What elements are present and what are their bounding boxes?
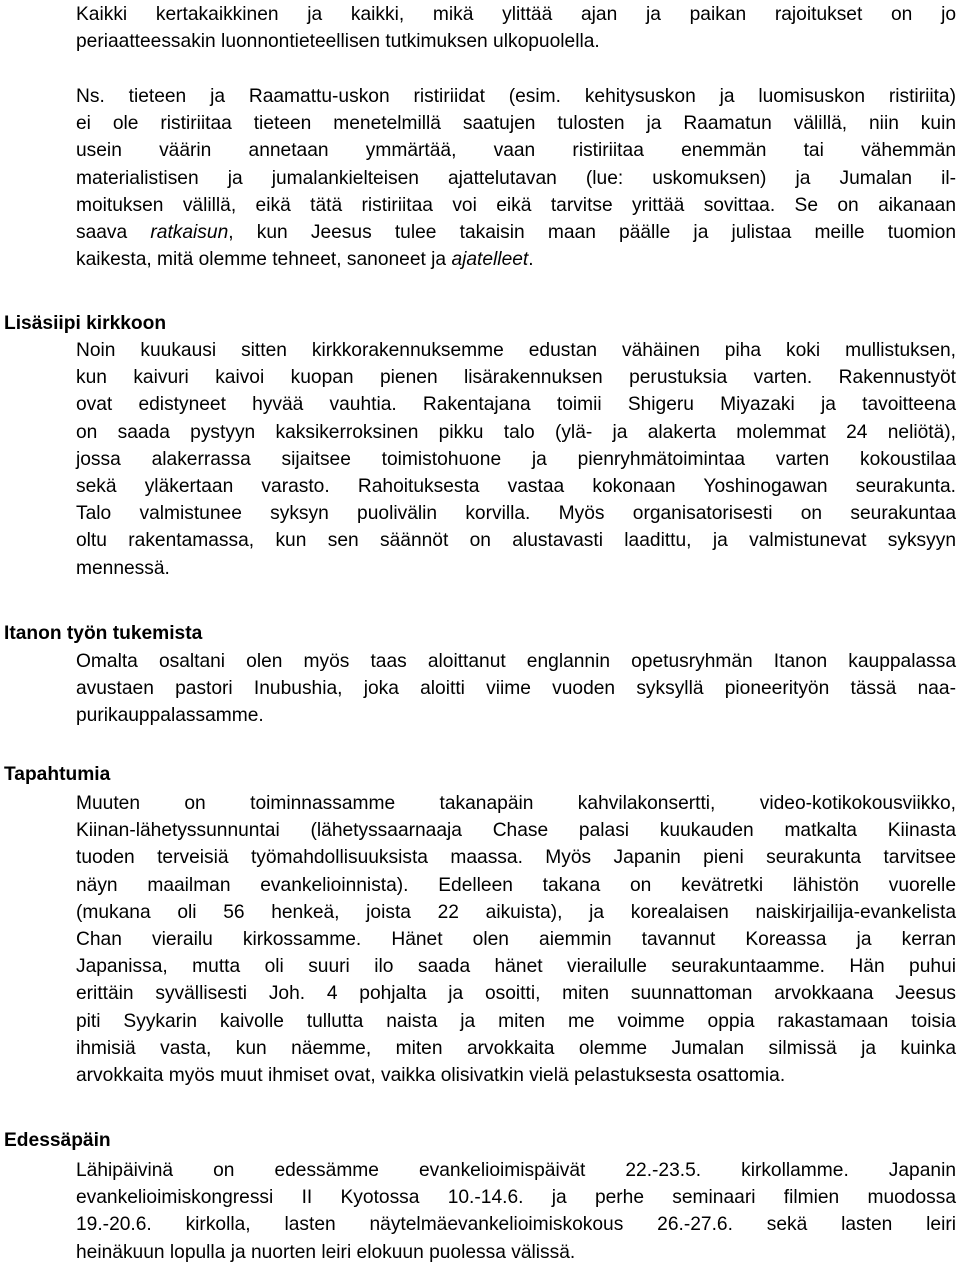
text-line: Kaikki kertakaikkinen ja kaikki, mikä ylittää ajan ja paikan rajoitukset on jo	[76, 4, 956, 25]
text-line: (mukana oli 56 henkeä, joista 22 aikuista), ja korealaisen naiskirjailija-evankelista	[76, 901, 956, 923]
text-line: on saada pystyyn kaksikerroksinen pikku talo (ylä- ja alakerta molemmat 24 neliötä),	[76, 421, 956, 443]
text-line: heinäkuun lopulla ja nuorten leiri elokuun puolessa välissä.	[76, 1241, 576, 1263]
science-bible-paragraph	[76, 83, 956, 273]
text-line: ovat edistyneet hyvää vauhtia. Rakentajana toimii Shigeru Miyazaki ja tavoitteena	[76, 394, 956, 416]
text-fragment: , kun Jeesus tulee takaisin maan päälle ja julistaa meille tuomion	[228, 221, 956, 243]
text-line: 19.-20.6. kirkolla, lasten näytelmäevankelioimiskokous 26.-27.6. sekä lasten leiri	[76, 1214, 956, 1236]
section-body	[76, 648, 956, 730]
text-line: tuoden terveisiä työmahdollisuuksista maassa. Myös Japanin pieni seurakunta tarvitsee	[76, 847, 956, 869]
text-line: periaatteessakin luonnontieteellisen tutkimuksen ulkopuolella.	[76, 31, 600, 53]
text-line: jossa alakerrassa sijaitsee toimistohuone ja pienryhmätoimintaa varten kokoustilaa	[76, 448, 956, 470]
text-line: Omalta osaltani olen myös taas aloittanut englannin opetusryhmän Itanon kauppalassa	[76, 651, 956, 672]
text-line: avustaen pastori Inubushia, joka aloitti viime vuoden syksyllä pioneerityön tässä naa-	[76, 678, 956, 700]
text-line: Kiinan-lähetyssunnuntai (lähetyssaarnaaja Chase palasi kuukauden matkalta Kiinasta	[76, 820, 956, 842]
text-line: purikauppalassamme.	[76, 705, 264, 727]
text-line: ei ole ristiriitaa tieteen menetelmillä saatujen tulosten ja Raamatun välillä, niin kuin	[76, 113, 956, 135]
text-line: Talo valmistunee syksyn puolivälin korvilla. Myös organisatorisesti on seurakuntaa	[76, 503, 956, 525]
text-line: ihmisiä vasta, kun näemme, miten arvokkaita olemme Jumalan silmissä ja kuinka	[76, 1037, 956, 1059]
text-line: sekä yläkertaan varasto. Rahoituksesta vastaa kokonaan Yoshinogawan seurakunta.	[76, 475, 956, 497]
section-body	[76, 1157, 956, 1266]
text-line: Muuten on toiminnassamme takanapäin kahvilakonsertti, video-kotikokousviikko,	[76, 793, 956, 814]
section-heading: Edessäpäin	[4, 1130, 111, 1151]
section-heading: Itanon työn tukemista	[4, 623, 203, 644]
text-line: moituksen välillä, eikä tätä ristiriitaa voi eikä tarvitse yrittää sovittaa. Se on aikanaan	[76, 194, 956, 216]
text-line: Chan vierailu kirkossamme. Hänet olen aiemmin tavannut Koreassa ja kerran	[76, 928, 956, 950]
text-line: evankelioimiskongressi II Kyotossa 10.-14.6. ja perhe seminaari filmien muodossa	[76, 1187, 956, 1209]
text-line: usein väärin annetaan ymmärtää, vaan ristiriitaa enemmän tai vähemmän	[76, 140, 956, 162]
text-line: arvokkaita myös muut ihmiset ovat, vaikka olisivatkin vielä pelastuksesta osattomia.	[76, 1064, 786, 1086]
intro-paragraph	[76, 1, 956, 55]
section-body	[76, 337, 956, 582]
text-line	[76, 219, 956, 246]
text-fragment: .	[528, 249, 534, 271]
section-heading: Lisäsiipi kirkkoon	[4, 313, 167, 334]
text-line: piti Syykarin kaivolle tullutta naista ja miten me voimme oppia rakastamaan toisia	[76, 1010, 956, 1032]
section-body	[76, 790, 956, 1089]
emphasis-text: ajatelleet	[451, 249, 529, 271]
text-line: mennessä.	[76, 557, 170, 579]
text-line: Japanissa, mutta oli suuri ilo saada hänet vierailulle seurakuntaamme. Hän puhui	[76, 956, 956, 978]
emphasis-text: ratkaisun	[150, 221, 229, 243]
text-line: Noin kuukausi sitten kirkkorakennuksemme edustan vähäinen piha koki mullistuksen,	[76, 340, 956, 361]
text-line: näyn maailman evankelioinnista). Edelleen takana on kevätretki lähistön vuorelle	[76, 874, 956, 896]
text-line: materialistisen ja jumalankielteisen ajattelutavan (lue: uskomuksen) ja Jumalan il-	[76, 167, 956, 189]
text-line	[76, 246, 956, 273]
text-line: Ns. tieteen ja Raamattu-uskon ristiriidat (esim. kehitysuskon ja luomisuskon ristiriita)	[76, 86, 956, 107]
text-line: erittäin syvällisesti Joh. 4 pohjalta ja osoitti, miten suunnattoman arvokkaana Jeesus	[76, 983, 956, 1005]
text-fragment: kaikesta, mitä olemme tehneet, sanoneet ja	[76, 249, 452, 271]
text-line: oltu rakentamassa, kun sen säännöt on alustavasti laadittu, ja valmistunevat syksyyn	[76, 530, 956, 552]
text-fragment: saava	[76, 221, 151, 243]
text-line: Lähipäivinä on edessämme evankelioimispäivät 22.-23.5. kirkollamme. Japanin	[76, 1160, 956, 1181]
text-line: kun kaivuri kaivoi kuopan pienen lisärakennuksen perustuksia varten. Rakennustyöt	[76, 367, 956, 389]
section-heading: Tapahtumia	[4, 764, 111, 785]
